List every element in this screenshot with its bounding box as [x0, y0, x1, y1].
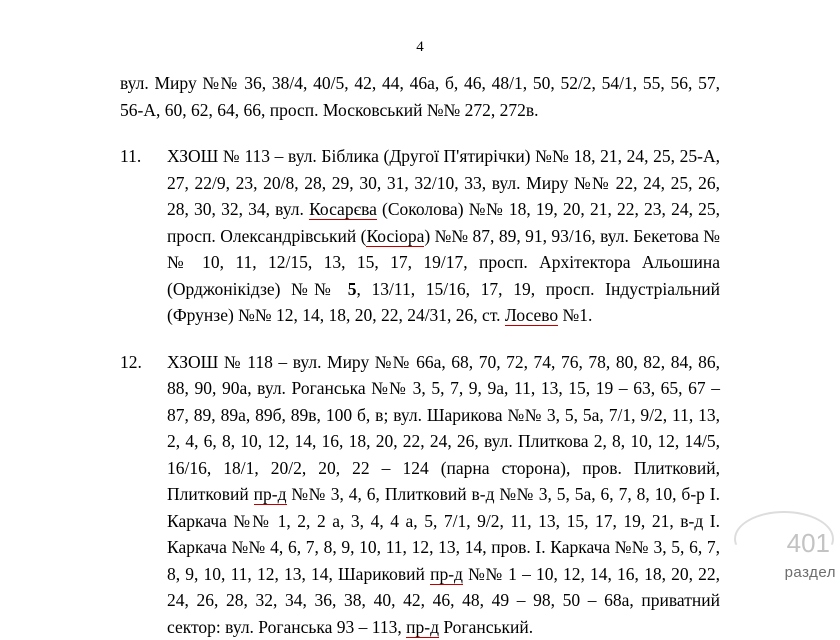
page-number: 4	[120, 38, 720, 56]
watermark-main-text: 401	[787, 528, 830, 559]
list-item-12	[120, 349, 720, 640]
spellcheck-word: Косарєва	[309, 199, 377, 220]
spellcheck-word: Косiора	[366, 226, 424, 247]
spellcheck-word: пр-д	[254, 484, 287, 505]
list-item-11	[120, 143, 720, 329]
list-item-number: 12.	[120, 349, 158, 376]
paragraph-continued	[120, 70, 720, 123]
spellcheck-word: Лосево	[505, 305, 558, 326]
paragraph-text: ХЗОШ № 113 – вул. Бiблика (Другої П'ятирiчки) №№ 18, 21, 24, 25, 25-А, 27, 22/9, 23, 20/8, 28, 29, 30, 31, 32/10, 33, вул. Миру №№ 22, 24, 25, 26, 28, 30, 32, 34, вул. Косарєва (Соколова) №№ 18, 19, 20, 21, 22, 23, 24, 25, просп. Олександрiвський (Косiора) №№ 87, 89, 91, 93/16, вул. Бекетова №№ 10, 11, 12/15, 13, 15, 17, 19/17, просп. Архiтектора Альошина (Орджонiкiдзе) №№ 5, 13/11, 15/16, 17, 19, просп. Iндустрiальний (Фрунзе) №№ 12, 14, 18, 20, 22, 24/31, 26, ст. Лосево №1.	[167, 146, 720, 326]
list-item-number: 11.	[120, 143, 158, 170]
bold-fragment: 5	[348, 279, 357, 299]
watermark	[704, 507, 836, 581]
watermark-arc-icon	[734, 511, 834, 567]
paragraph-text: ХЗОШ № 118 – вул. Миру №№ 66а, 68, 70, 72, 74, 76, 78, 80, 82, 84, 86, 88, 90, 90а, вул. Роганська №№ 3, 5, 7, 9, 9а, 11, 13, 15, 19 – 63, 65, 67 – 87, 89, 89а, 89б, 89в, 100 б, в; вул. Шарикова №№ 3, 5, 5а, 7/1, 9/2, 11, 13, 2, 4, 6, 8, 10, 12, 14, 16, 18, 20, 22, 24, 26, вул. Плиткова 2, 8, 10, 12, 14/5, 16/16, 18/1, 20/2, 20, 22 – 124 (парна сторона), пров. Плитковий, Плитковий пр-д №№ 3, 4, 6, Плитковий в-д №№ 3, 5, 5а, 6, 7, 8, 10, б-р I. Каркача №№ 1, 2, 2 а, 3, 4, 4 а, 5, 7/1, 9/2, 11, 13, 15, 17, 19, 21, в-д I. Каркача №№ 4, 6, 7, 8, 9, 10, 11, 12, 13, 14, пров. I. Каркача №№ 3, 5, 6, 7, 8, 9, 10, 11, 12, 13, 14, Шариковий пр-д №№ 1 – 10, 12, 14, 16, 18, 20, 22, 24, 26, 28, 32, 34, 36, 38, 40, 42, 46, 48, 49 – 98, 50 – 68а, приватний сектор: вул. Роганська 93 – 113, пр-д Роганський.	[167, 352, 720, 638]
paragraph-text: вул. Миру №№ 36, 38/4, 40/5, 42, 44, 46а, б, 46, 48/1, 50, 52/2, 54/1, 55, 56, 57, 56-А, 60, 62, 64, 66, просп. Московський №№ 272, 272в.	[120, 73, 720, 120]
watermark-sub-text: раздел	[785, 564, 836, 581]
spellcheck-word: пр-д	[430, 564, 463, 585]
spellcheck-word: пр-д	[406, 617, 439, 638]
